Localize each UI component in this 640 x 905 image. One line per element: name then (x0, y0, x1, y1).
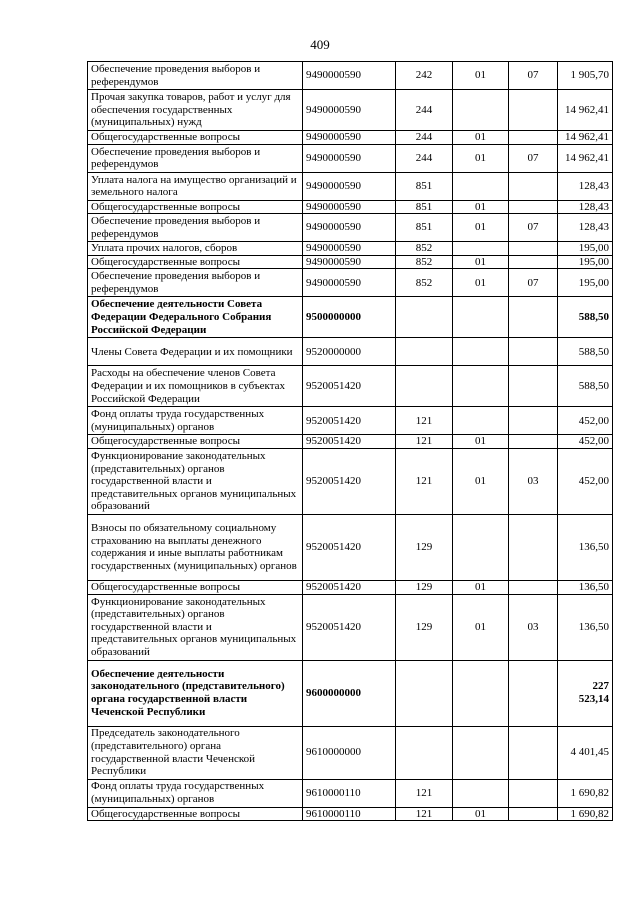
row-subsection (509, 297, 558, 338)
row-section (453, 514, 509, 580)
row-subsection (509, 726, 558, 779)
row-code: 9520051420 (303, 407, 396, 435)
row-expense-type: 121 (396, 407, 453, 435)
row-subsection (509, 255, 558, 269)
row-code: 9490000590 (303, 131, 396, 145)
row-amount: 195,00 (558, 255, 613, 269)
row-code: 9610000110 (303, 779, 396, 807)
table-row (88, 366, 613, 407)
page-number: 409 (310, 37, 330, 52)
row-code: 9490000590 (303, 200, 396, 214)
row-section (453, 90, 509, 131)
row-expense-type: 121 (396, 448, 453, 514)
row-code: 9490000590 (303, 62, 396, 90)
row-name: Обеспечение деятельности Совета Федерации Федерального Собрания Российской Федерации (88, 297, 303, 338)
row-amount: 227 523,14 (558, 660, 613, 726)
table-row (88, 726, 613, 779)
row-amount: 14 962,41 (558, 90, 613, 131)
row-amount: 452,00 (558, 435, 613, 449)
row-expense-type: 244 (396, 90, 453, 131)
row-section (453, 366, 509, 407)
row-name: Обеспечение проведения выборов и референдумов (88, 62, 303, 90)
row-expense-type: 244 (396, 131, 453, 145)
row-section (453, 726, 509, 779)
row-section (453, 407, 509, 435)
row-name: Общегосударственные вопросы (88, 580, 303, 594)
row-name: Уплата прочих налогов, сборов (88, 242, 303, 256)
row-amount: 195,00 (558, 269, 613, 297)
row-expense-type: 851 (396, 172, 453, 200)
row-section: 01 (453, 144, 509, 172)
table-row (88, 214, 613, 242)
row-name: Обеспечение проведения выборов и референдумов (88, 144, 303, 172)
row-expense-type: 242 (396, 62, 453, 90)
row-code: 9490000590 (303, 214, 396, 242)
table-row (88, 90, 613, 131)
row-expense-type (396, 726, 453, 779)
row-name: Функционирование законодательных (представительных) органов государственной власти и представительных органов муниципальных образований (88, 594, 303, 660)
row-code: 9490000590 (303, 242, 396, 256)
row-name: Члены Совета Федерации и их помощники (88, 338, 303, 366)
row-subsection (509, 514, 558, 580)
row-code: 9490000590 (303, 269, 396, 297)
row-code: 9490000590 (303, 90, 396, 131)
row-section: 01 (453, 214, 509, 242)
row-name: Общегосударственные вопросы (88, 255, 303, 269)
table-row (88, 594, 613, 660)
row-code: 9490000590 (303, 255, 396, 269)
row-expense-type: 852 (396, 269, 453, 297)
row-section: 01 (453, 807, 509, 821)
row-name: Взносы по обязательному социальному страхованию на выплаты денежного содержания и иные выплаты работникам государственных (муниципальных) органов (88, 514, 303, 580)
row-amount: 14 962,41 (558, 144, 613, 172)
table-row (88, 435, 613, 449)
row-code: 9610000000 (303, 726, 396, 779)
table-row (88, 255, 613, 269)
row-subsection (509, 338, 558, 366)
table-row (88, 338, 613, 366)
row-subsection: 07 (509, 62, 558, 90)
row-section: 01 (453, 255, 509, 269)
row-expense-type: 121 (396, 807, 453, 821)
row-amount: 452,00 (558, 407, 613, 435)
row-section: 01 (453, 594, 509, 660)
row-name: Общегосударственные вопросы (88, 807, 303, 821)
row-code: 9520051420 (303, 594, 396, 660)
row-section (453, 338, 509, 366)
row-amount: 588,50 (558, 366, 613, 407)
row-name: Прочая закупка товаров, работ и услуг для обеспечения государственных (муниципальных) нужд (88, 90, 303, 131)
row-expense-type: 129 (396, 594, 453, 660)
table-row (88, 448, 613, 514)
row-name: Обеспечение проведения выборов и референдумов (88, 214, 303, 242)
row-subsection (509, 807, 558, 821)
row-subsection (509, 779, 558, 807)
row-subsection (509, 366, 558, 407)
row-amount: 128,43 (558, 172, 613, 200)
row-expense-type: 851 (396, 214, 453, 242)
row-amount: 136,50 (558, 580, 613, 594)
row-name: Обеспечение проведения выборов и референдумов (88, 269, 303, 297)
table-row (88, 580, 613, 594)
row-section: 01 (453, 200, 509, 214)
table-row (88, 660, 613, 726)
row-code: 9600000000 (303, 660, 396, 726)
row-expense-type: 121 (396, 435, 453, 449)
row-code: 9610000110 (303, 807, 396, 821)
row-section: 01 (453, 448, 509, 514)
row-subsection (509, 242, 558, 256)
row-section (453, 779, 509, 807)
row-expense-type (396, 297, 453, 338)
table-row (88, 514, 613, 580)
row-section (453, 242, 509, 256)
table-row (88, 172, 613, 200)
table-row (88, 269, 613, 297)
row-section: 01 (453, 435, 509, 449)
row-amount: 195,00 (558, 242, 613, 256)
row-code: 9520051420 (303, 435, 396, 449)
table-row (88, 62, 613, 90)
table-row (88, 131, 613, 145)
row-code: 9520051420 (303, 580, 396, 594)
budget-table-body (88, 62, 613, 821)
row-section: 01 (453, 62, 509, 90)
table-row (88, 242, 613, 256)
row-code: 9520000000 (303, 338, 396, 366)
row-name: Председатель законодательного (представительного) органа государственной власти Чеченской Республики (88, 726, 303, 779)
row-amount: 128,43 (558, 214, 613, 242)
row-amount: 452,00 (558, 448, 613, 514)
row-subsection: 03 (509, 594, 558, 660)
table-row (88, 807, 613, 821)
row-name: Общегосударственные вопросы (88, 131, 303, 145)
row-expense-type: 129 (396, 580, 453, 594)
row-section (453, 297, 509, 338)
row-subsection: 07 (509, 214, 558, 242)
row-code: 9520051420 (303, 448, 396, 514)
row-name: Обеспечение деятельности законодательного (представительного) органа государственной власти Чеченской Республики (88, 660, 303, 726)
row-subsection (509, 131, 558, 145)
row-expense-type (396, 660, 453, 726)
table-row (88, 297, 613, 338)
row-amount: 588,50 (558, 338, 613, 366)
row-amount: 136,50 (558, 594, 613, 660)
row-code: 9520051420 (303, 514, 396, 580)
row-amount: 1 690,82 (558, 807, 613, 821)
row-subsection (509, 407, 558, 435)
row-subsection: 07 (509, 144, 558, 172)
row-expense-type (396, 366, 453, 407)
row-name: Уплата налога на имущество организаций и земельного налога (88, 172, 303, 200)
row-expense-type: 852 (396, 255, 453, 269)
row-section: 01 (453, 131, 509, 145)
row-section (453, 660, 509, 726)
row-name: Фонд оплаты труда государственных (муниципальных) органов (88, 779, 303, 807)
row-subsection: 03 (509, 448, 558, 514)
row-name: Функционирование законодательных (представительных) органов государственной власти и представительных органов муниципальных образований (88, 448, 303, 514)
table-row (88, 779, 613, 807)
row-amount: 1 905,70 (558, 62, 613, 90)
table-row (88, 144, 613, 172)
row-name: Общегосударственные вопросы (88, 435, 303, 449)
row-subsection: 07 (509, 269, 558, 297)
row-code: 9500000000 (303, 297, 396, 338)
row-amount: 136,50 (558, 514, 613, 580)
row-expense-type: 129 (396, 514, 453, 580)
table-row (88, 407, 613, 435)
row-name: Расходы на обеспечение членов Совета Федерации и их помощников в субъектах Российской Федерации (88, 366, 303, 407)
row-amount: 128,43 (558, 200, 613, 214)
row-subsection (509, 435, 558, 449)
budget-table (87, 61, 613, 821)
row-expense-type (396, 338, 453, 366)
row-section: 01 (453, 269, 509, 297)
row-amount: 4 401,45 (558, 726, 613, 779)
row-expense-type: 244 (396, 144, 453, 172)
row-amount: 588,50 (558, 297, 613, 338)
row-code: 9490000590 (303, 144, 396, 172)
row-section (453, 172, 509, 200)
row-expense-type: 121 (396, 779, 453, 807)
row-subsection (509, 580, 558, 594)
table-row (88, 200, 613, 214)
row-expense-type: 852 (396, 242, 453, 256)
row-subsection (509, 660, 558, 726)
row-expense-type: 851 (396, 200, 453, 214)
row-subsection (509, 200, 558, 214)
row-subsection (509, 90, 558, 131)
row-amount: 1 690,82 (558, 779, 613, 807)
row-code: 9490000590 (303, 172, 396, 200)
row-name: Фонд оплаты труда государственных (муниципальных) органов (88, 407, 303, 435)
row-amount: 14 962,41 (558, 131, 613, 145)
row-name: Общегосударственные вопросы (88, 200, 303, 214)
row-subsection (509, 172, 558, 200)
row-code: 9520051420 (303, 366, 396, 407)
row-section: 01 (453, 580, 509, 594)
